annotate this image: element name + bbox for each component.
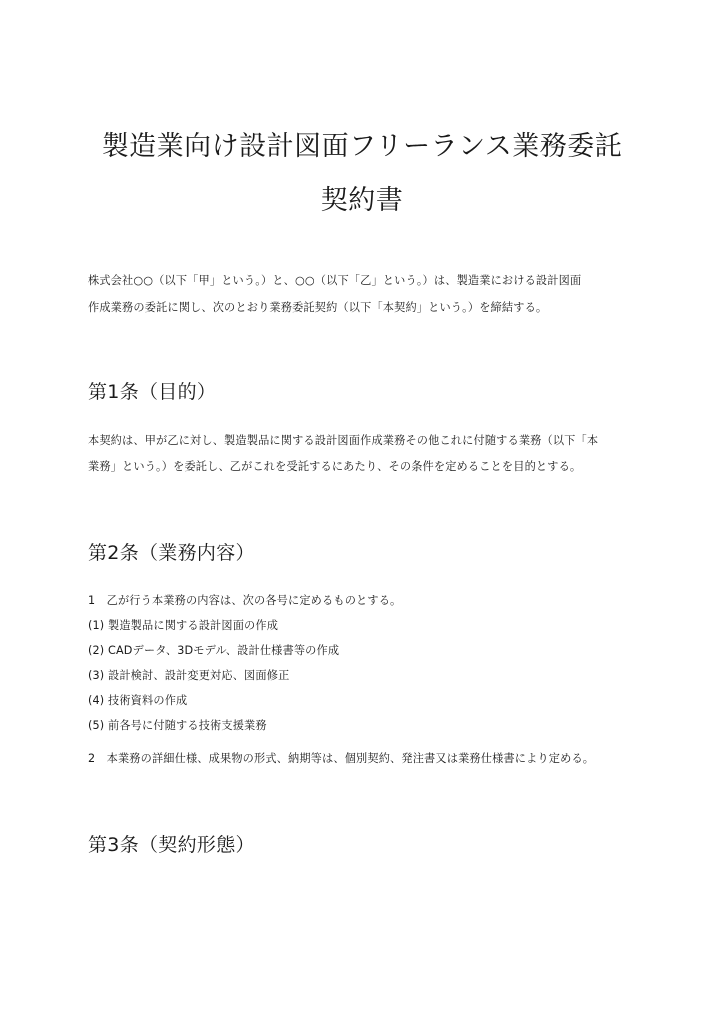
article-2-item-3: (3) 設計検討、設計変更対応、図面修正 (88, 669, 290, 682)
preamble-line2: 作成業務の委託に関し、次のとおり業務委託契約（以下「本契約」という。）を締結する。 (88, 301, 548, 314)
article-3-heading: 第3条（契約形態） (88, 834, 255, 856)
article-2-item-2: (2) CADデータ、3Dモデル、設計仕様書等の作成 (88, 644, 340, 657)
article-2-item-5: (5) 前各号に付随する技術支援業務 (88, 719, 267, 732)
document-title-line2: 契約書 (320, 185, 404, 216)
article-2-item-1: (1) 製造製品に関する設計図面の作成 (88, 619, 279, 632)
article-2-heading: 第2条（業務内容） (88, 542, 255, 564)
article-1-text-line2: 業務」という。）を委託し、乙がこれを受託するにあたり、その条件を定めることを目的とする。 (88, 460, 582, 473)
article-2-clause2: 2 本業務の詳細仕様、成果物の形式、納期等は、個別契約、発注書又は業務仕様書により定める。 (88, 752, 595, 765)
preamble-line1: 株式会社○○（以下「甲」という。）と、○○（以下「乙」という。）は、製造業における設計図面 (88, 274, 582, 287)
article-2-clause1: 1 乙が行う本業務の内容は、次の各号に定めるものとする。 (88, 594, 402, 607)
article-2-item-4: (4) 技術資料の作成 (88, 694, 188, 707)
article-1-text-line1: 本契約は、甲が乙に対し、製造製品に関する設計図面作成業務その他これに付随する業務（以下「本 (88, 434, 599, 447)
document-title-line1: 製造業向け設計図面フリーランス業務委託 (101, 131, 623, 162)
article-1-heading: 第1条（目的） (88, 381, 217, 403)
